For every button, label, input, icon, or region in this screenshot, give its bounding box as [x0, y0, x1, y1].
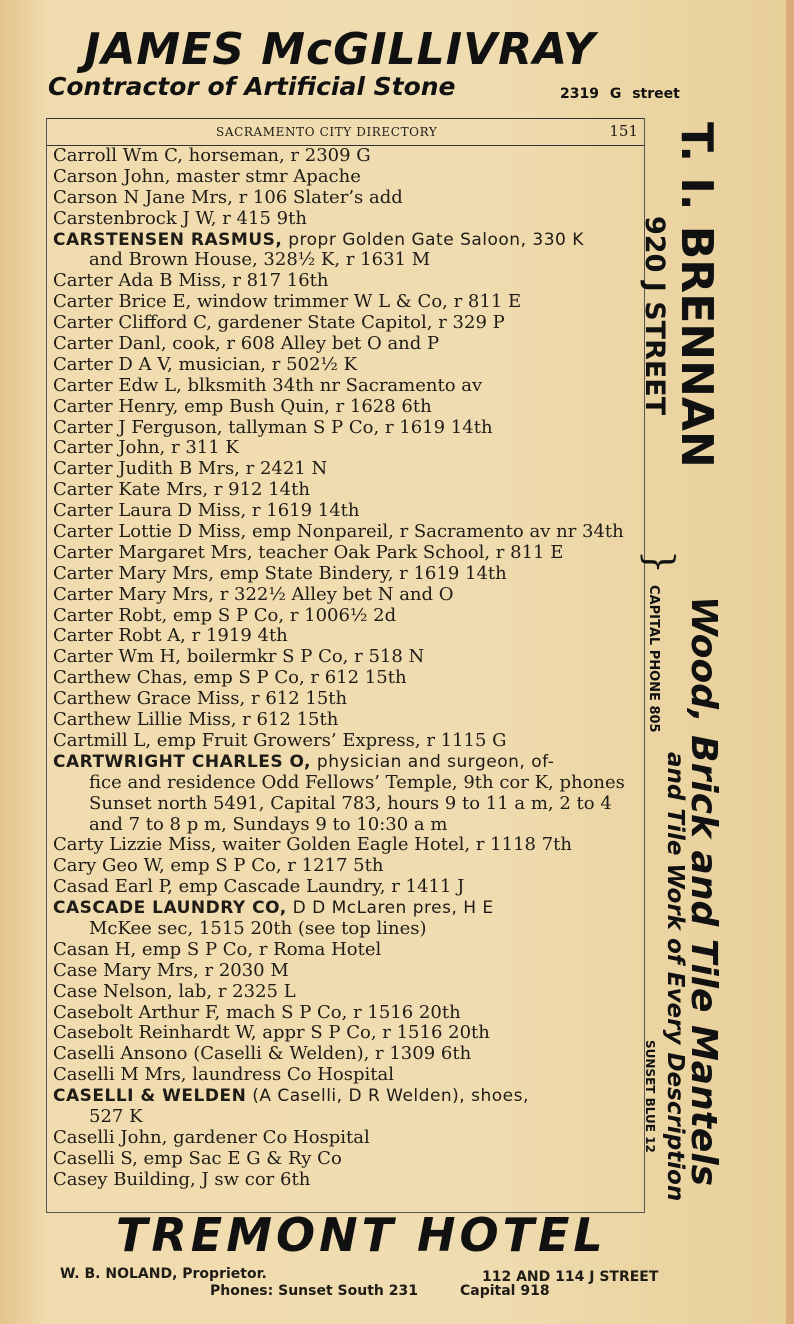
- directory-entry: Cary Geo W, emp S P Co, r 1217 5th: [53, 855, 384, 877]
- side-ad-phone2: SUNSET BLUE 12: [643, 1040, 657, 1153]
- directory-entry: Carter Lottie D Miss, emp Nonpareil, r Sacramento av nr 34th: [53, 521, 624, 543]
- directory-entry: Case Nelson, lab, r 2325 L: [53, 980, 296, 1002]
- directory-entry: Casan H, emp S P Co, r Roma Hotel: [53, 938, 382, 960]
- directory-entry: Casebolt Reinhardt W, appr S P Co, r 1516 20th: [53, 1022, 490, 1044]
- entry-business-name: CASELLI & WELDEN: [53, 1086, 247, 1107]
- directory-entry: [53, 230, 643, 251]
- side-ad-line2: and Tile Work of Every Description: [662, 752, 688, 1202]
- side-ad-line1: Wood, Brick and Tile Mantels: [683, 596, 724, 1187]
- directory-entry: Carter Judith B Mrs, r 2421 N: [53, 458, 328, 480]
- top-ad-subtitle: Contractor of Artificial Stone: [48, 72, 456, 101]
- side-ad-street: 920 J STREET: [639, 216, 670, 416]
- directory-entry: Caselli Ansono (Caselli & Welden), r 1309 6th: [53, 1043, 472, 1065]
- directory-entry: Carter Ada B Miss, r 817 16th: [53, 270, 329, 292]
- directory-entry: Carthew Lillie Miss, r 612 15th: [53, 709, 339, 731]
- directory-entry: Casey Building, J sw cor 6th: [53, 1168, 311, 1190]
- directory-entry: Carter Robt, emp S P Co, r 1006½ 2d: [53, 604, 397, 626]
- directory-entry: Carter Wm H, boilermkr S P Co, r 518 N: [53, 646, 425, 668]
- directory-entry: Carter Mary Mrs, emp State Bindery, r 1619 14th: [53, 562, 507, 584]
- directory-entry: Casad Earl P, emp Cascade Laundry, r 1411 J: [53, 876, 465, 898]
- directory-entry: Carter Henry, emp Bush Quin, r 1628 6th: [53, 395, 432, 417]
- entry-business-detail: D D McLaren pres, H E: [286, 898, 494, 919]
- entry-business-detail: propr Golden Gate Saloon, 330 K: [282, 229, 584, 250]
- side-ad-name: T. I. BRENNAN: [671, 122, 722, 468]
- directory-entry: Caselli John, gardener Co Hospital: [53, 1126, 370, 1148]
- bottom-ad-proprietor: W. B. NOLAND, Proprietor.: [60, 1266, 267, 1282]
- directory-entry: [53, 752, 643, 773]
- entry-business-name: CASCADE LAUNDRY CO,: [53, 898, 287, 919]
- directory-title: SACRAMENTO CITY DIRECTORY: [216, 125, 438, 139]
- bottom-ad-address: 112 AND 114 J STREET: [482, 1269, 659, 1285]
- bottom-ad-capital: Capital 918: [460, 1283, 550, 1299]
- directory-entry: Caselli S, emp Sac E G & Ry Co: [53, 1147, 342, 1169]
- bottom-ad-title: TREMONT HOTEL: [116, 1208, 607, 1262]
- entry-business-detail: physician and surgeon, of-: [311, 751, 555, 772]
- directory-entry: Carroll Wm C, horseman, r 2309 G: [53, 145, 371, 166]
- top-advertisement: [48, 22, 748, 108]
- directory-entry: Carter Laura D Miss, r 1619 14th: [53, 500, 360, 522]
- left-rule: [46, 118, 47, 1213]
- directory-entry: Case Mary Mrs, r 2030 M: [53, 959, 289, 981]
- page-number: 151: [609, 122, 638, 140]
- directory-entry: and 7 to 8 p m, Sundays 9 to 10:30 a m: [89, 813, 448, 835]
- top-ad-title: JAMES McGILLIVRAY: [84, 24, 596, 75]
- directory-entry: Carter Clifford C, gardener State Capitol, r 329 P: [53, 312, 505, 334]
- page-edge: [786, 0, 794, 1324]
- entry-business-name: CARSTENSEN RASMUS,: [53, 229, 283, 250]
- directory-entry: Carty Lizzie Miss, waiter Golden Eagle Hotel, r 1118 7th: [53, 834, 572, 856]
- directory-entry: Carson N Jane Mrs, r 106 Slater’s add: [53, 186, 403, 208]
- directory-entry: Carthew Chas, emp S P Co, r 612 15th: [53, 667, 407, 689]
- directory-entry: Carstenbrock J W, r 415 9th: [53, 207, 307, 229]
- directory-entry: [53, 898, 643, 919]
- directory-entry: Sunset north 5491, Capital 783, hours 9 to 11 a m, 2 to 4: [89, 792, 612, 814]
- directory-entry: Cartmill L, emp Fruit Growers’ Express, r 1115 G: [53, 729, 507, 751]
- entry-business-name: CARTWRIGHT CHARLES O,: [53, 751, 312, 772]
- directory-entry: and Brown House, 328½ K, r 1631 M: [89, 249, 431, 271]
- directory-entry: Casebolt Arthur F, mach S P Co, r 1516 20th: [53, 1001, 461, 1023]
- directory-entry: Carter D A V, musician, r 502½ K: [53, 353, 358, 375]
- directory-entry: Caselli M Mrs, laundress Co Hospital: [53, 1064, 395, 1086]
- directory-entry: Carter Robt A, r 1919 4th: [53, 625, 288, 647]
- directory-entry: Carter Mary Mrs, r 322½ Alley bet N and O: [53, 583, 454, 605]
- directory-entry: Carthew Grace Miss, r 612 15th: [53, 688, 348, 710]
- directory-entry: Carter Margaret Mrs, teacher Oak Park School, r 811 E: [53, 541, 564, 563]
- side-ad-phone: CAPITAL PHONE 805: [646, 585, 661, 733]
- directory-entry: [53, 1086, 643, 1107]
- directory-entry: Carter John, r 311 K: [53, 437, 239, 459]
- brace-icon: }: [638, 549, 683, 575]
- directory-entry: Carter Brice E, window trimmer W L & Co, r 811 E: [53, 291, 522, 313]
- directory-entry: Carter Edw L, blksmith 34th nr Sacramento av: [53, 374, 483, 396]
- directory-entry: fice and residence Odd Fellows’ Temple, 9th cor K, phones: [89, 771, 625, 793]
- directory-entry: 527 K: [89, 1105, 143, 1127]
- page-header: [46, 118, 644, 146]
- directory-entries: [53, 146, 643, 1191]
- directory-entry: Carson John, master stmr Apache: [53, 165, 361, 187]
- entry-business-detail: (A Caselli, D R Welden), shoes,: [246, 1086, 529, 1107]
- directory-entry: Carter Kate Mrs, r 912 14th: [53, 479, 310, 501]
- directory-entry: McKee sec, 1515 20th (see top lines): [89, 917, 427, 939]
- directory-entry: Carter J Ferguson, tallyman S P Co, r 1619 14th: [53, 416, 493, 438]
- bottom-ad-phones: Phones: Sunset South 231: [210, 1283, 418, 1299]
- directory-entry: Carter Danl, cook, r 608 Alley bet O and P: [53, 333, 440, 355]
- top-ad-address: 2319 G street: [560, 86, 680, 102]
